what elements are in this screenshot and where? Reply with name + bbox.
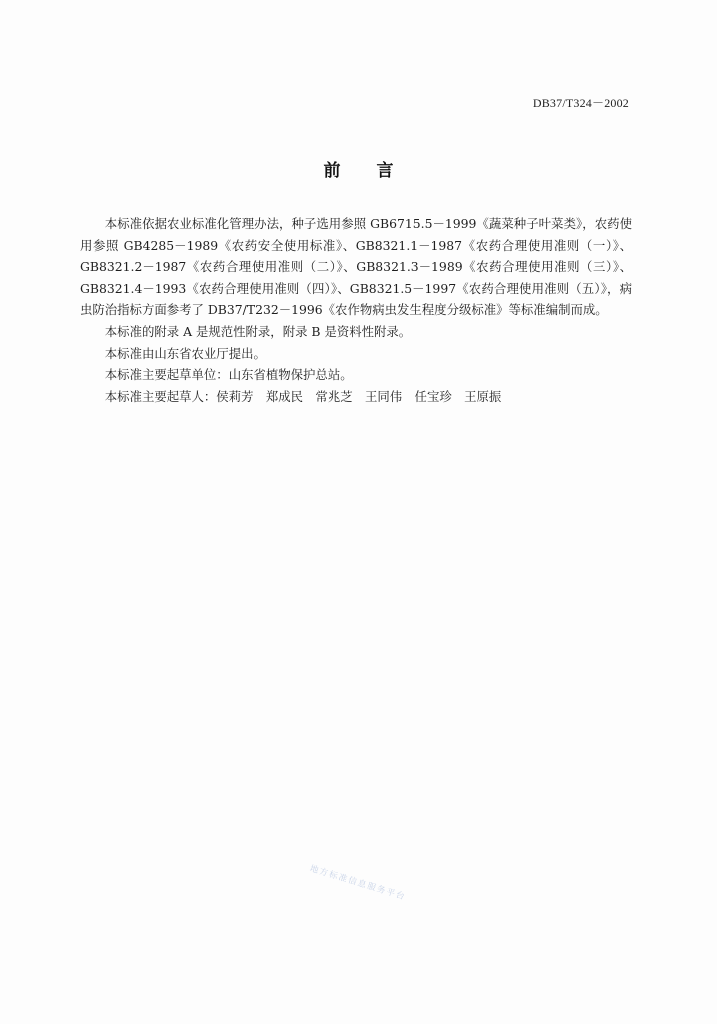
page-title: 前言 (323, 161, 430, 181)
document-number: DB37/T324－2002 (532, 96, 629, 110)
watermark-text: 地方标准信息服务平台 (308, 863, 408, 903)
paragraph-drafters: 本标准主要起草人：侯莉芳 郑成民 常兆芝 王同伟 任宝珍 王原振 (104, 388, 502, 404)
paragraph-basis: 本标准依据农业标准化管理办法，种子选用参照 GB6715.5－1999《蔬菜种子叶菜类》，农药使用参照 GB4285－1989《农药安全使用标准》、GB8321.1－1987《农药合理使用准则（一）》、GB8321.2－1987《农药合理使用准则（二）》、GB8321.3－1989《农药合理使用准则（三）》、GB8321.4－1993《农药合理使用准则（四）》、GB8321.5－1997《农药合理使用准则（五）》，病虫防治指标方面参考了 DB37/T232－1996《农作物病虫发生程度分级标准》等标准编制而成。 (80, 216, 632, 318)
paragraph-drafting-unit: 本标准主要起草单位：山东省植物保护总站。 (104, 367, 353, 383)
paragraph-proposer: 本标准由山东省农业厅提出。 (104, 345, 266, 361)
paragraph-appendix: 本标准的附录 A 是规范性附录，附录 B 是资料性附录。 (104, 323, 412, 339)
foreword-body (80, 213, 632, 407)
